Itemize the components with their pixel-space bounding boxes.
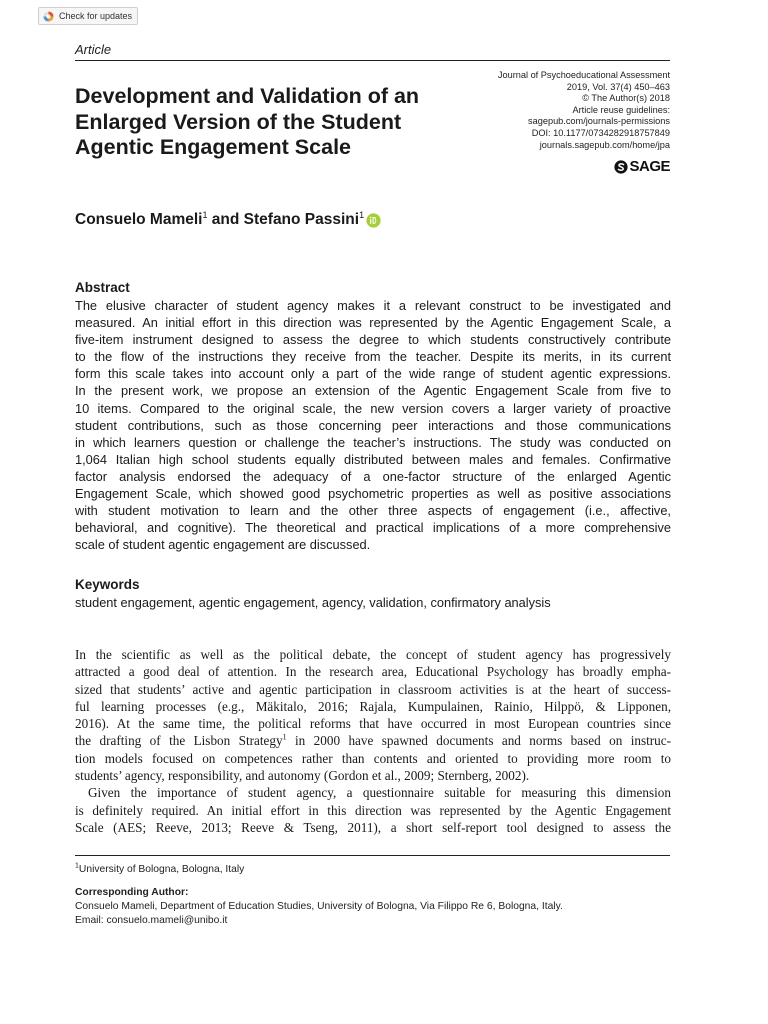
abstract-line: student contributions, such as those concerning peer interactions and those communications [75, 417, 671, 433]
header-rule [75, 60, 670, 61]
body-line: 2016). At the same time, the political reforms that have occurred in most European countries since [75, 716, 671, 732]
abstract-line: five-item instrument designed to assess the degree to which students constructively contribute [75, 332, 671, 348]
author-line: Consuelo Mameli $^1$ and Stefano Passini $^1$ [75, 211, 381, 233]
abstract-line: The elusive character of student agency makes it a relevant construct to be investigated and [75, 298, 671, 313]
body-line: students’ agency, responsibility, and autonomy (Gordon et al., 2009; Sternberg, 2002). [75, 768, 530, 784]
orcid-icon[interactable] [366, 213, 381, 233]
author-connector: and [207, 211, 244, 228]
reuse-guidelines-label: Article reuse guidelines: [572, 104, 670, 115]
corresponding-author-email[interactable]: Email: consuelo.mameli@unibo.it [75, 915, 228, 926]
check-for-updates-label: Check for updates [59, 11, 133, 21]
journal-name: Journal of Psychoeducational Assessment [497, 70, 670, 80]
doi-link[interactable]: DOI: 10.1177/0734282918757849 [531, 127, 670, 138]
body-line: sized that students’ active and agentic participation in classroom activities is at the heart of success- [75, 681, 671, 697]
author-name[interactable]: Consuelo Mameli [75, 211, 203, 228]
copyright: © The Author(s) 2018 [582, 93, 670, 104]
abstract-line: with student motivation to learn and the other three aspects of engagement (i.e., affective, [75, 503, 671, 519]
title-line: Development and Validation of an [75, 84, 420, 108]
abstract-line: in which learners question or challenge the teacher’s instructions. The study was conducted on [75, 434, 671, 450]
affiliation-mark: 1 [75, 862, 79, 870]
sage-logo [614, 158, 670, 175]
body-text [75, 646, 671, 836]
permissions-link[interactable]: sagepub.com/journals-permissions [528, 116, 670, 127]
footnote-mark[interactable]: 1 [282, 733, 287, 743]
body-line: attracted a good deal of attention. In the research area, Educational Psychology has broadly empha- [75, 664, 671, 680]
keywords-heading: Keywords [75, 577, 140, 592]
footnote-rule [75, 855, 670, 856]
journal-home-link[interactable]: journals.sagepub.com/home/jpa [539, 139, 670, 150]
abstract-line: factor analysis endorsed the adequacy of a one-factor structure of the enlarged Agentic [75, 468, 671, 484]
body-line-part: the drafting of the Lisbon Strategy [75, 733, 283, 749]
abstract-line: Engagement Scale, which showed good psychometric properties as well as positive associations [75, 486, 671, 502]
corresponding-author-heading: Corresponding Author: [75, 887, 189, 898]
corresponding-author [75, 886, 563, 928]
title-line: Agentic Engagement Scale [75, 135, 351, 159]
body-line: In the scientific as well as the political debate, the concept of student agency has progressively [75, 647, 671, 662]
abstract-line: 1,064 Italian high school students equally distributed between males and females. Confirmative [75, 451, 671, 467]
keywords-list: student engagement, agentic engagement, agency, validation, confirmatory analysis [75, 595, 551, 610]
abstract-body [75, 297, 671, 553]
section-label: Article [75, 42, 112, 57]
body-line-with-footnote [75, 732, 671, 749]
title-line: Enlarged Version of the Student [75, 109, 402, 134]
abstract-line: to the flow of the instructions they receive from the teacher. Despite its merits, in its current [75, 349, 671, 365]
abstract-heading: Abstract [75, 280, 130, 295]
body-line-part: in 2000 have spawned documents and norms based on instruc- [286, 733, 671, 749]
abstract-line: form this scale takes into account only a part of the wide range of student agentic expressions. [75, 366, 671, 382]
journal-info [410, 70, 670, 151]
body-line: Given the importance of student agency, a questionnaire suitable for measuring this dimension [88, 785, 671, 801]
sage-wordmark: SAGE [629, 158, 670, 175]
body-line: Scale (AES; Reeve, 2013; Reeve & Tseng, 2011), a short self-report tool designed to assess the [75, 819, 671, 835]
corresponding-author-address: Consuelo Mameli, Department of Education Studies, University of Bologna, Via Filippo Re 6, Bologna, Italy. [75, 901, 563, 912]
affiliation-footnote [75, 864, 244, 875]
body-line: is definitely required. An initial effort in this direction was represented by the Agentic Engagement [75, 802, 671, 818]
body-line: tion models focused on competences rather than contents and oriented to providing more room to [75, 750, 671, 766]
abstract-line: behavioral, and cognitive). The theoretical and practical implications of a more comprehensive [75, 520, 671, 536]
sage-s-icon [614, 160, 628, 174]
abstract-line: 10 items. Compared to the original scale, the new version covers a larger variety of proactive [75, 400, 671, 416]
abstract-line: scale of student agentic engagement are discussed. [75, 537, 371, 553]
affiliation-text: University of Bologna, Bologna, Italy [78, 864, 245, 875]
author-name[interactable]: Stefano Passini [243, 211, 360, 228]
crossmark-icon [43, 11, 54, 22]
abstract-line: measured. An initial effort in this direction was represented by the Agentic Engagement Scale, a [75, 315, 671, 331]
abstract-line: In the present work, we propose an extension of the Agentic Engagement Scale from five to [75, 383, 671, 399]
journal-volume: 2019, Vol. 37(4) 450–463 [566, 81, 670, 92]
check-for-updates-badge[interactable] [38, 7, 138, 25]
body-line: ful learning processes (e.g., Mäkitalo, 2016; Rajala, Kumpulainen, Rainio, Hilppö, & Lipponen, [75, 698, 671, 714]
